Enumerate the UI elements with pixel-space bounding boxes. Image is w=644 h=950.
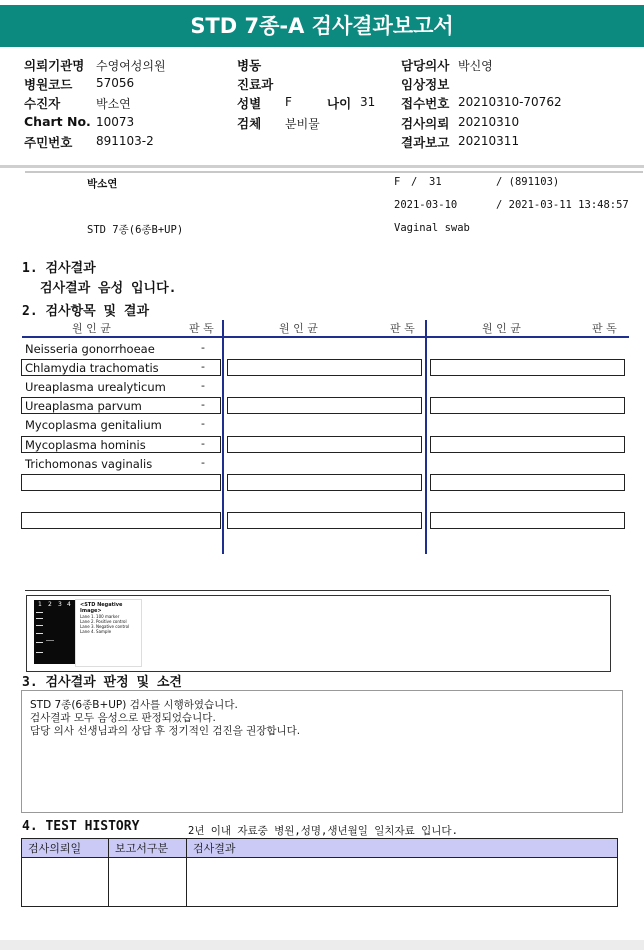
section4-title: 4. TEST HISTORY bbox=[22, 819, 140, 834]
patient-birth: / (891103) bbox=[496, 176, 560, 188]
patient-age: 31 bbox=[429, 176, 442, 188]
receipt-value: 20210310-70762 bbox=[458, 95, 562, 109]
row-box bbox=[430, 397, 625, 414]
organism-result: - bbox=[201, 437, 205, 450]
dept-label: 진료과 bbox=[237, 77, 274, 92]
opinion-box bbox=[21, 690, 623, 813]
organism-name: Chlamydia trachomatis bbox=[25, 361, 159, 375]
organism-result: - bbox=[201, 398, 205, 411]
lane-label: 1 bbox=[38, 601, 42, 608]
organism-name: Ureaplasma parvum bbox=[25, 399, 142, 413]
gel-image bbox=[34, 600, 75, 664]
organism-result: - bbox=[201, 360, 205, 373]
lane-label: 2 bbox=[48, 601, 52, 608]
col-result-header: 판 독 bbox=[592, 322, 617, 335]
age-label: 나이 bbox=[327, 96, 352, 111]
request-value: 20210310 bbox=[458, 115, 520, 129]
organism-result: - bbox=[201, 341, 205, 354]
gel-lane-desc: Lane 3. Negative control bbox=[80, 624, 130, 629]
id-value: 891103-2 bbox=[96, 134, 154, 148]
doctor-label: 담당의사 bbox=[401, 58, 450, 73]
age-value: 31 bbox=[360, 95, 376, 109]
clinical-label: 임상정보 bbox=[401, 77, 450, 92]
org-label: 의뢰기관명 bbox=[24, 58, 85, 73]
organism-name: Ureaplasma urealyticum bbox=[25, 380, 166, 394]
org-value: 수영여성의원 bbox=[96, 59, 166, 73]
section1-summary: 검사결과 음성 입니다. bbox=[40, 281, 177, 296]
section3-title: 3. 검사결과 판정 및 소견 bbox=[22, 675, 182, 690]
organism-result: - bbox=[201, 456, 205, 469]
request-label: 검사의뢰 bbox=[401, 116, 450, 131]
gel-legend bbox=[75, 599, 142, 667]
grid-column-divider bbox=[425, 320, 427, 554]
col-organism-header: 원 인 균 bbox=[72, 322, 111, 335]
divider bbox=[25, 590, 609, 591]
opinion-line: 담당 의사 선생님과의 상담 후 정기적인 검진을 권장합니다. bbox=[30, 725, 301, 737]
history-table bbox=[21, 838, 618, 907]
receipt-label: 접수번호 bbox=[401, 96, 450, 111]
id-label: 주민번호 bbox=[24, 135, 73, 150]
specimen-label: 검체 bbox=[237, 116, 262, 131]
section2-title: 2. 검사항목 및 결과 bbox=[22, 304, 150, 319]
gel-caption: <STD Negative Image> bbox=[80, 602, 123, 614]
opinion-line: 검사결과 모두 음성으로 판정되었습니다. bbox=[30, 712, 216, 724]
col-organism-header: 원 인 균 bbox=[482, 322, 521, 335]
sex-value: F bbox=[285, 95, 292, 109]
gel-band bbox=[36, 633, 43, 634]
specimen-type: Vaginal swab bbox=[394, 222, 470, 234]
gel-band bbox=[36, 618, 43, 619]
slash: / bbox=[411, 176, 418, 188]
report-header bbox=[0, 47, 644, 168]
history-col-header: 검사결과 bbox=[187, 839, 618, 858]
organism-name: Mycoplasma hominis bbox=[25, 438, 146, 452]
row-box bbox=[227, 397, 422, 414]
specimen-value: 분비물 bbox=[285, 117, 320, 131]
row-box bbox=[430, 474, 625, 491]
row-box bbox=[430, 359, 625, 376]
organism-name: Mycoplasma genitalium bbox=[25, 418, 162, 432]
organism-result: - bbox=[201, 379, 205, 392]
gel-lane-desc: Lane 4. Sample bbox=[80, 629, 112, 634]
history-note: 2년 이내 자료중 병원,성명,생년월일 일치자료 입니다. bbox=[188, 825, 458, 837]
grid-column-divider bbox=[222, 320, 224, 554]
row-box bbox=[227, 436, 422, 453]
row-box bbox=[21, 512, 221, 529]
ward-label: 병동 bbox=[237, 58, 262, 73]
history-header-row bbox=[22, 839, 618, 858]
row-box bbox=[21, 474, 221, 491]
grid-header-line bbox=[22, 336, 629, 338]
col-result-header: 판 독 bbox=[189, 322, 214, 335]
col-result-header: 판 독 bbox=[390, 322, 415, 335]
lane-label: 4 bbox=[67, 601, 71, 608]
hospcode-label: 병원코드 bbox=[24, 77, 73, 92]
gel-band bbox=[36, 652, 43, 653]
gel-lane-desc: Lane 2. Positive control bbox=[80, 619, 127, 624]
hospcode-value: 57056 bbox=[96, 76, 135, 90]
patient-name: 박소연 bbox=[87, 178, 118, 190]
table-row bbox=[22, 858, 618, 907]
opinion-line: STD 7종(6종B+UP) 검사를 시행하였습니다. bbox=[30, 699, 238, 711]
row-box bbox=[227, 512, 422, 529]
row-box bbox=[227, 359, 422, 376]
section1-title: 1. 검사결과 bbox=[22, 261, 96, 276]
history-cell bbox=[22, 858, 109, 907]
gel-image-panel bbox=[26, 595, 611, 672]
divider bbox=[25, 171, 643, 173]
organism-name: Trichomonas vaginalis bbox=[25, 457, 153, 471]
gel-band bbox=[36, 625, 43, 626]
doctor-value: 박신영 bbox=[458, 59, 493, 73]
history-col-header: 보고서구분 bbox=[109, 839, 187, 858]
patient-value: 박소연 bbox=[96, 97, 131, 111]
row-box bbox=[430, 512, 625, 529]
row-box bbox=[227, 474, 422, 491]
row-box bbox=[430, 436, 625, 453]
report-datetime: / 2021-03-11 13:48:57 bbox=[496, 199, 629, 211]
history-col-header: 검사의뢰일 bbox=[22, 839, 109, 858]
history-cell bbox=[109, 858, 187, 907]
gel-band bbox=[36, 612, 43, 613]
patient-label: 수진자 bbox=[24, 96, 61, 111]
gel-band bbox=[36, 642, 43, 643]
report-title: STD 7종-A 검사결과보고서 bbox=[0, 5, 644, 47]
chart-label: Chart No. bbox=[24, 114, 91, 129]
report-date-value: 20210311 bbox=[458, 134, 520, 148]
collect-date: 2021-03-10 bbox=[394, 199, 458, 211]
organism-result: - bbox=[201, 417, 205, 430]
chart-value: 10073 bbox=[96, 115, 135, 129]
report-date-label: 결과보고 bbox=[401, 135, 450, 150]
organism-name: Neisseria gonorrhoeae bbox=[25, 342, 155, 356]
test-name: STD 7종(6종B+UP) bbox=[87, 224, 184, 236]
sex-label: 성별 bbox=[237, 96, 262, 111]
col-organism-header: 원 인 균 bbox=[279, 322, 318, 335]
lane-label: 3 bbox=[58, 601, 62, 608]
gel-band bbox=[46, 640, 54, 641]
patient-sex: F bbox=[394, 176, 401, 188]
gel-lane-desc: Lane 1. 100 marker bbox=[80, 614, 120, 619]
history-cell bbox=[187, 858, 618, 907]
